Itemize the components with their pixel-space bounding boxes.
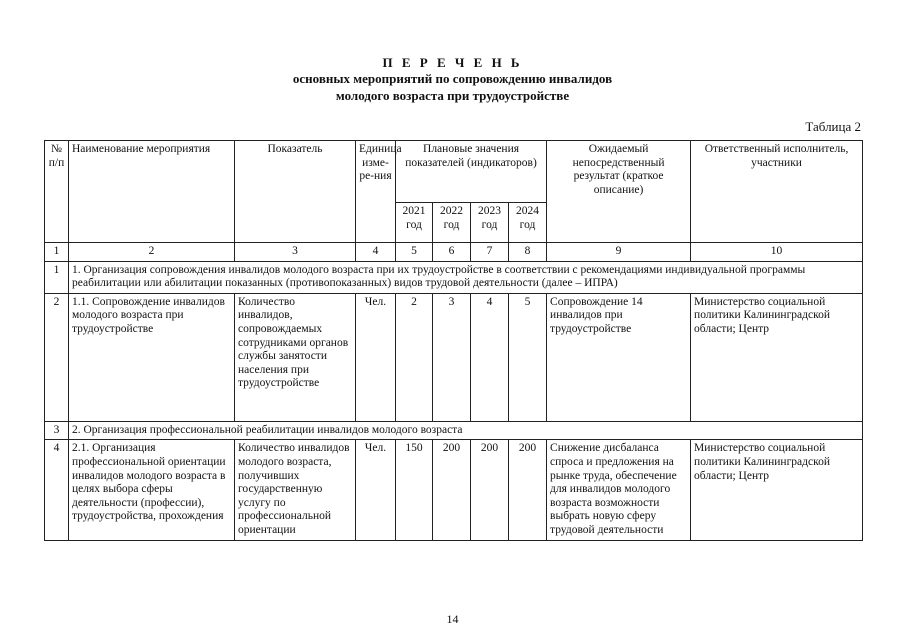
measure-name: 1.1. Сопровождение инвалидов молодого возраста при трудоустройстве [69,293,235,421]
document-title: П Е Р Е Ч Е Н Ь [382,55,523,70]
column-number: 6 [433,243,471,262]
value-2022: 200 [433,440,471,540]
page-number: 14 [446,612,459,626]
column-number: 3 [235,243,356,262]
column-number: 1 [45,243,69,262]
header-year-2023: 2023 год [471,203,509,243]
value-2024: 200 [509,440,547,540]
value-2021: 150 [396,440,433,540]
unit: Чел. [356,440,396,540]
header-result: Ожидаемый непосредственный результат (краткое описание) [547,141,691,243]
header-num: № п/п [45,141,69,243]
document-subtitle-line1: основных мероприятий по сопровождению инвалидов [292,71,613,86]
table-row [45,440,863,540]
value-2022: 3 [433,293,471,421]
value-2023: 4 [471,293,509,421]
measures-table [44,140,863,541]
row-num: 2 [45,293,69,421]
column-number: 10 [691,243,863,262]
column-number: 5 [396,243,433,262]
document-subtitle-line2: молодого возраста при трудоустройстве [335,88,570,103]
header-unit: Единица изме-ре-ния [356,141,396,243]
measure-name: 2.1. Организация профессиональной ориентации инвалидов молодого возраста в целях выбора сферы деятельности (профессии), трудоустройства, прохождения [69,440,235,540]
indicator: Количество инвалидов молодого возраста, получивших государственную услугу по профессиональной ориентации [235,440,356,540]
expected-result: Сопровождение 14 инвалидов при трудоустройстве [547,293,691,421]
section-row-2 [45,421,863,440]
indicator: Количество инвалидов, сопровождаемых сотрудниками органов службы занятости населения при трудоустройстве [235,293,356,421]
table-row [45,293,863,421]
header-year-2021: 2021 год [396,203,433,243]
header-year-2024: 2024 год [509,203,547,243]
header-planned-values: Плановые значения показателей (индикаторов) [396,141,547,203]
unit: Чел. [356,293,396,421]
section-title: 1. Организация сопровождения инвалидов молодого возраста при их трудоустройстве в соответствии с рекомендациями индивидуальной программы реабилитации или абилитации показанных (противопоказанных) видов трудовой деятельности (далее – ИПРА) [69,261,863,293]
header-indicator: Показатель [235,141,356,243]
row-num: 4 [45,440,69,540]
responsible: Министерство социальной политики Калининградской области; Центр [691,293,863,421]
column-number-row [45,243,863,262]
column-number: 2 [69,243,235,262]
table-label: Таблица 2 [805,119,861,134]
column-number: 7 [471,243,509,262]
header-year-2022: 2022 год [433,203,471,243]
header-name: Наименование мероприятия [69,141,235,243]
row-num: 1 [45,261,69,293]
value-2024: 5 [509,293,547,421]
row-num: 3 [45,421,69,440]
column-number: 9 [547,243,691,262]
section-row-1 [45,261,863,293]
value-2021: 2 [396,293,433,421]
responsible: Министерство социальной политики Калининградской области; Центр [691,440,863,540]
value-2023: 200 [471,440,509,540]
expected-result: Снижение дисбаланса спроса и предложения на рынке труда, обеспечение для инвалидов молодого возраста возможности выбрать новую сферу трудовой деятельности [547,440,691,540]
column-number: 4 [356,243,396,262]
section-title: 2. Организация профессиональной реабилитации инвалидов молодого возраста [69,421,863,440]
header-responsible: Ответственный исполнитель, участники [691,141,863,243]
column-number: 8 [509,243,547,262]
